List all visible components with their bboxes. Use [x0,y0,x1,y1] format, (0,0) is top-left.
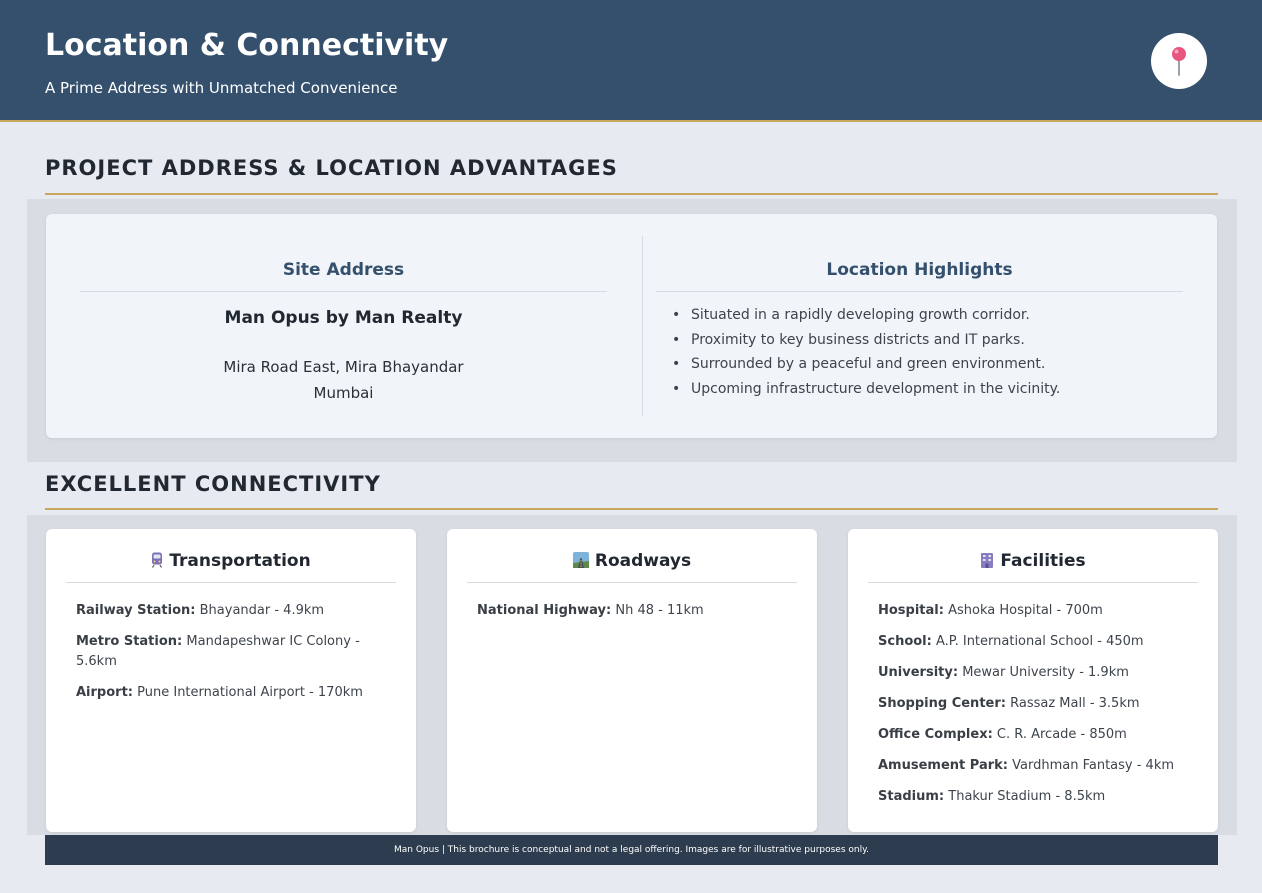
roadways-list [477,601,777,632]
transportation-list [76,601,376,714]
connectivity-section-title: EXCELLENT CONNECTIVITY [45,472,381,496]
item-label: Railway Station: [76,603,196,618]
list-item: • Proximity to key business districts and IT parks. [669,331,1189,356]
page-footer: Man Opus | This brochure is conceptual and not a legal offering. Images are for illustrative purposes only. [45,835,1218,865]
list-item [878,787,1178,807]
item-value: Ashoka Hospital - 700m [948,603,1103,618]
list-item: • Surrounded by a peaceful and green environment. [669,355,1189,380]
item-label: Amusement Park: [878,758,1008,773]
card-title: Facilities [1000,551,1086,571]
highlights-list [669,306,1189,404]
item-value: Mandapeshwar IC Colony - 5.6km [76,634,360,669]
item-value: Pune International Airport - 170km [137,685,363,700]
highway-icon [573,552,589,573]
transportation-card [46,529,416,832]
roadways-card [447,529,817,832]
card-title: Transportation [169,551,311,571]
building-icon [980,552,994,573]
address-line-1: Mira Road East, Mira Bhayandar [223,358,464,376]
page-subtitle: A Prime Address with Unmatched Convenience [45,79,398,97]
address-line-2: Mumbai [313,384,374,402]
card-divider [467,582,797,583]
item-label: School: [878,634,932,649]
item-value: Nh 48 - 11km [615,603,704,618]
item-value: Thakur Stadium - 8.5km [948,789,1106,804]
list-item [76,601,376,621]
card-heading [447,551,817,573]
list-item [477,601,777,621]
vertical-divider [642,236,643,416]
card-title: Roadways [594,551,692,571]
item-label: Shopping Center: [878,696,1006,711]
card-heading [46,551,416,573]
project-name: Man Opus by Man Realty [224,308,463,328]
list-item [878,663,1178,683]
card-heading [848,551,1218,573]
list-item [878,725,1178,745]
item-value: Bhayandar - 4.9km [199,603,325,618]
item-value: C. R. Arcade - 850m [996,727,1127,742]
page-title: Location & Connectivity [45,28,449,63]
item-label: Hospital: [878,603,944,618]
column-divider [80,291,607,292]
train-icon [151,552,163,573]
item-label: Stadium: [878,789,945,804]
column-divider [656,291,1183,292]
item-value: A.P. International School - 450m [935,634,1144,649]
map-pin-icon [1165,45,1193,77]
list-item [878,694,1178,714]
item-label: Metro Station: [76,634,183,649]
item-value: Mewar University - 1.9km [962,665,1129,680]
list-item [76,632,376,672]
list-item: • Situated in a rapidly developing growth corridor. [669,306,1189,331]
item-label: Office Complex: [878,727,993,742]
address-card [46,214,1217,438]
card-divider [868,582,1198,583]
address-section-title: PROJECT ADDRESS & LOCATION ADVANTAGES [45,156,618,180]
section-divider [45,193,1218,195]
item-value: Vardhman Fantasy - 4km [1012,758,1175,773]
section-divider [45,508,1218,510]
item-label: Airport: [76,685,133,700]
map-pin-badge [1151,33,1207,89]
list-item [878,601,1178,621]
facilities-card [848,529,1218,832]
site-address-heading: Site Address [282,260,405,280]
item-label: National Highway: [477,603,612,618]
location-highlights-heading: Location Highlights [826,260,1013,280]
item-value: Rassaz Mall - 3.5km [1010,696,1140,711]
page-header [0,0,1262,122]
facilities-list [878,601,1178,818]
list-item [878,632,1178,652]
list-item: • Upcoming infrastructure development in the vicinity. [669,380,1189,405]
card-divider [66,582,396,583]
list-item [878,756,1178,776]
list-item [76,683,376,703]
item-label: University: [878,665,959,680]
